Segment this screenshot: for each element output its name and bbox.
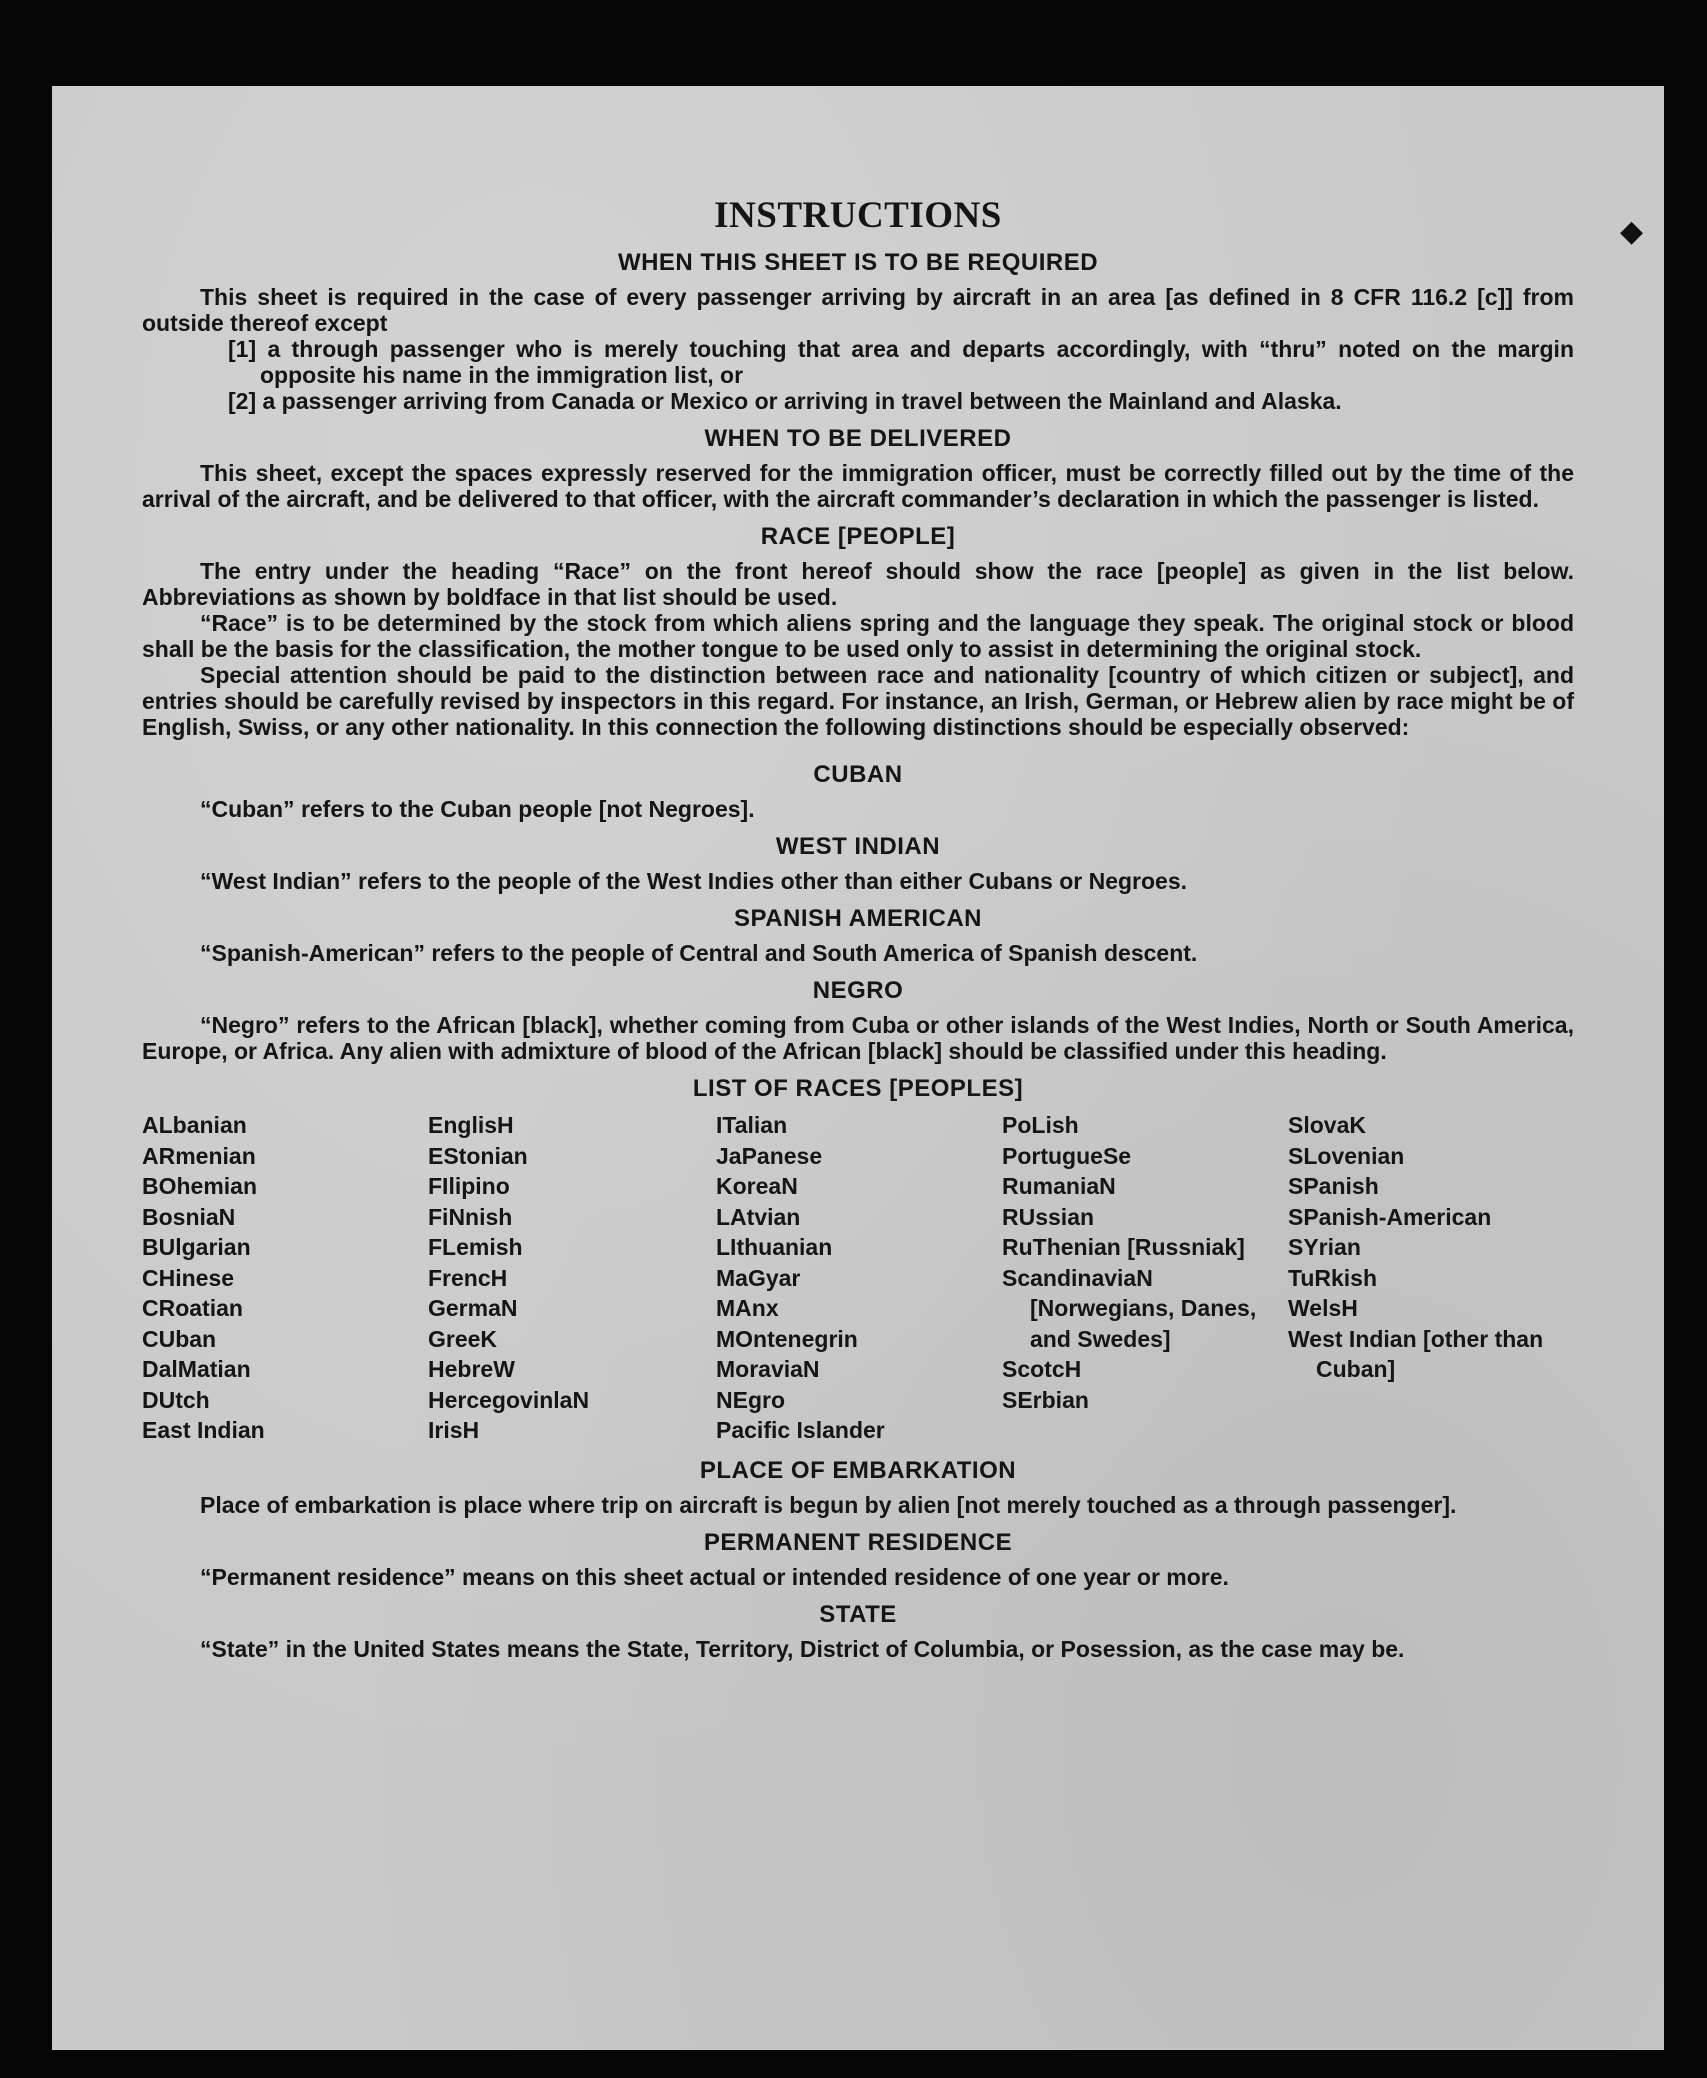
race-item: WelsH (1288, 1295, 1358, 1321)
race-item: JaPanese (716, 1142, 823, 1169)
race-item: SLovenian (1288, 1142, 1405, 1169)
race-item: ScotcH (1002, 1356, 1082, 1382)
race-item: HercegovinlaN (428, 1386, 590, 1413)
race-paragraph-1: The entry under the heading “Race” on the front hereof should show the race [people] as given in the list below. Abbreviations as shown by boldface in that list should be used. (142, 558, 1574, 610)
races-column-5 (1288, 1110, 1574, 1446)
race-item: FLemish (428, 1234, 523, 1260)
race-item: MaGyar (716, 1264, 801, 1291)
race-item: HebreW (428, 1356, 515, 1382)
races-list (142, 1110, 1574, 1446)
races-column-3 (716, 1110, 1002, 1446)
race-item: KoreaN (716, 1173, 798, 1199)
residence-text: “Permanent residence” means on this sheet actual or intended residence of one year or more. (200, 1563, 1229, 1590)
race-item: IrisH (428, 1417, 480, 1443)
heading-required: WHEN THIS SHEET IS TO BE REQUIRED (617, 249, 1099, 276)
heading-residence: PERMANENT RESIDENCE (703, 1528, 1013, 1556)
race-item: FIlipino (428, 1173, 510, 1199)
state-text: “State” in the United States means the State, Territory, District of Columbia, or Posession, as the case may be. (200, 1635, 1405, 1662)
embarkation-text: Place of embarkation is place where trip on aircraft is begun by alien [not merely touched as a through passenger]. (200, 1491, 1457, 1518)
race-item: LIthuanian (716, 1234, 833, 1260)
race-item: SYrian (1288, 1234, 1361, 1260)
race-item: EStonian (428, 1142, 528, 1169)
race-item: MoraviaN (716, 1356, 820, 1382)
required-intro: This sheet is required in the case of every passenger arriving by aircraft in an area [as defined in 8 CFR 116.2 [c]] from outside thereof except (142, 284, 1574, 336)
heading-embarkation: PLACE OF EMBARKATION (699, 1456, 1017, 1484)
race-item: ARmenian (142, 1142, 256, 1169)
races-column-2 (428, 1110, 716, 1446)
race-item: GreeK (428, 1325, 498, 1352)
page-title: INSTRUCTIONS (714, 195, 1002, 236)
race-item: East Indian (142, 1417, 265, 1443)
document-sheet (52, 86, 1664, 2050)
race-item: BosniaN (142, 1203, 236, 1230)
race-item: MAnx (716, 1295, 779, 1321)
race-item: DalMatian (142, 1356, 251, 1382)
west-indian-text: “West Indian” refers to the people of the West Indies other than either Cubans or Negroes. (200, 868, 1188, 894)
race-item: BUlgarian (142, 1234, 251, 1260)
race-item: CRoatian (142, 1295, 243, 1321)
race-item: ITalian (716, 1112, 788, 1138)
heading-west-indian: WEST INDIAN (775, 833, 941, 860)
heading-spanish-american: SPANISH AMERICAN (733, 905, 982, 932)
required-exception-1: [1] a through passenger who is merely touching that area and departs accordingly, with “thru” noted on the margin opposite his name in the immigration list, or (228, 336, 1574, 388)
race-item: West Indian [other than Cuban] (1288, 1325, 1544, 1382)
spanish-american-text: “Spanish-American” refers to the people of Central and South America of Spanish descent. (200, 940, 1198, 966)
race-item: SErbian (1002, 1386, 1089, 1413)
race-item: NEgro (716, 1386, 785, 1413)
heading-delivered: WHEN TO BE DELIVERED (704, 425, 1012, 452)
negro-text: “Negro” refers to the African [black], whether coming from Cuba or other islands of the West Indies, North or South America, Europe, or Africa. Any alien with admixture of blood of the African [black] should be classified under this heading. (142, 1012, 1574, 1064)
race-item: CHinese (142, 1264, 235, 1291)
race-item: FrencH (428, 1264, 508, 1291)
race-item: DUtch (142, 1386, 210, 1413)
race-item: EnglisH (428, 1112, 514, 1138)
required-exception-2: [2] a passenger arriving from Canada or Mexico or arriving in travel between the Mainland and Alaska. (228, 388, 1342, 414)
race-item: RumaniaN (1002, 1173, 1116, 1199)
instructions-content (142, 194, 1574, 1662)
race-item: PortugueSe (1002, 1142, 1132, 1169)
race-item: ALbanian (142, 1112, 247, 1138)
race-item: GermaN (428, 1295, 518, 1321)
race-item: RuThenian [Russniak] (1002, 1234, 1245, 1260)
race-item: BOhemian (142, 1173, 258, 1199)
races-column-4 (1002, 1110, 1288, 1446)
race-item: FiNnish (428, 1203, 513, 1230)
race-paragraph-2: “Race” is to be determined by the stock from which aliens spring and the language they speak. The original stock or blood shall be the basis for the classification, the mother tongue to be used only to assist in determining the original stock. (142, 610, 1574, 662)
heading-cuban: CUBAN (813, 761, 903, 788)
race-item: MOntenegrin (716, 1325, 858, 1352)
delivered-text: This sheet, except the spaces expressly reserved for the immigration officer, must be correctly filled out by the time of the arrival of the aircraft, and be delivered to that officer, with the aircraft commander’s declaration in which the passenger is listed. (142, 460, 1574, 512)
race-item: TuRkish (1288, 1264, 1378, 1291)
race-item: SPanish (1288, 1173, 1379, 1199)
race-item: PoLish (1002, 1112, 1079, 1138)
race-item: ScandinaviaN [Norwegians, Danes, and Swedes] (1002, 1264, 1257, 1352)
race-item: Pacific Islander (716, 1417, 885, 1443)
heading-negro: NEGRO (812, 977, 904, 1004)
heading-state: STATE (819, 1600, 897, 1628)
race-item: LAtvian (716, 1203, 801, 1230)
race-item: RUssian (1002, 1203, 1095, 1230)
heading-list-of-races: LIST OF RACES [PEOPLES] (692, 1075, 1024, 1102)
margin-mark: ◆ (1620, 215, 1644, 248)
races-column-1 (142, 1110, 428, 1446)
race-item: SPanish-American (1288, 1203, 1492, 1230)
race-item: CUban (142, 1325, 217, 1352)
heading-race: RACE [PEOPLE] (760, 523, 956, 550)
race-item: SlovaK (1288, 1112, 1366, 1138)
cuban-text: “Cuban” refers to the Cuban people [not Negroes]. (200, 796, 755, 822)
race-paragraph-3: Special attention should be paid to the distinction between race and nationality [country of which citizen or subject], and entries should be carefully revised by inspectors in this regard. For instance, an Irish, German, or Hebrew alien by race might be of English, Swiss, or any other nationality. In this connection the following distinctions should be especially observed: (142, 662, 1574, 740)
